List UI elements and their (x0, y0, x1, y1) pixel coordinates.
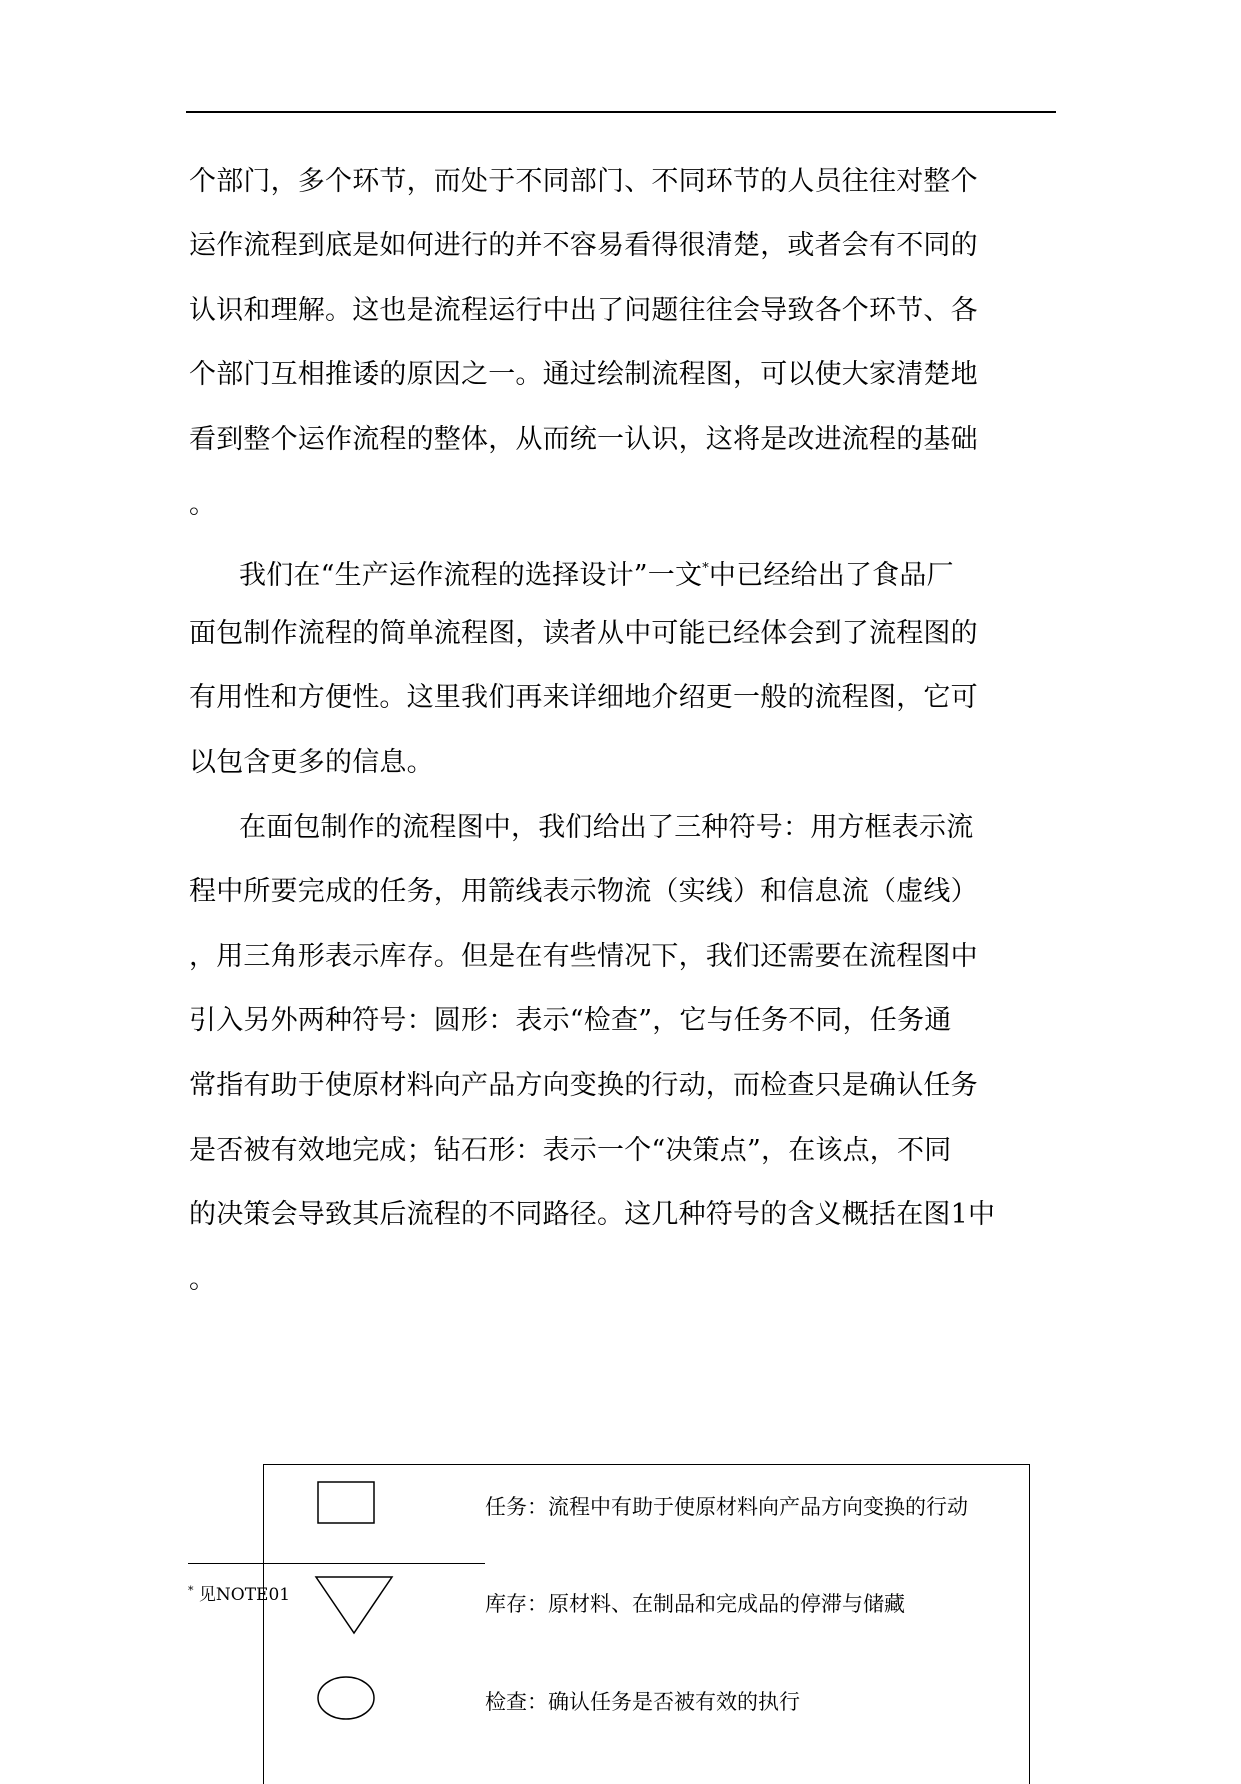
paragraph-line: 运作流程到底是如何进行的并不容易看得很清楚，或者会有不同的 (189, 230, 978, 261)
rectangle-icon (317, 1481, 377, 1526)
paragraph-line: 引入另外两种符号：圆形：表示“检查”，它与任务不同，任务通 (189, 1005, 952, 1036)
paragraph-line: 的决策会导致其后流程的不同路径。这几种符号的含义概括在图1中 (189, 1199, 996, 1230)
footnote-rule (188, 1563, 485, 1564)
legend-item-inspection: 检查：确认任务是否被有效的执行 (485, 1690, 800, 1714)
paragraph-line (239, 553, 954, 592)
ellipse-icon (315, 1674, 377, 1724)
legend-item-task: 任务：流程中有助于使原材料向产品方向变换的行动 (485, 1495, 968, 1519)
paragraph-line: 有用性和方便性。这里我们再来详细地介绍更一般的流程图，它可 (189, 682, 978, 713)
legend-item-inventory: 库存：原材料、在制品和完成品的停滞与储藏 (485, 1592, 905, 1616)
paragraph-line: 面包制作流程的简单流程图，读者从中可能已经体会到了流程图的 (189, 618, 978, 649)
paragraph-line: 是否被有效地完成；钻石形：表示一个“决策点”，在该点，不同 (189, 1135, 952, 1166)
footnote-mark: * (188, 1584, 194, 1597)
paragraph-line: ，用三角形表示库存。但是在有些情况下，我们还需要在流程图中 (189, 941, 978, 972)
paragraph-line: 认识和理解。这也是流程运行中出了问题往往会导致各个环节、各 (189, 295, 978, 326)
paragraph-line: 。 (189, 1264, 217, 1295)
paragraph-line: 常指有助于使原材料向产品方向变换的行动，而检查只是确认任务 (189, 1070, 978, 1101)
paragraph-line: 个部门互相推诿的原因之一。通过绘制流程图，可以使大家清楚地 (189, 359, 978, 390)
paragraph-line: 个部门，多个环节，而处于不同部门、不同环节的人员往往对整个 (189, 166, 978, 197)
triangle-icon (314, 1575, 396, 1637)
footnote-text: 见NOTE01 (198, 1585, 291, 1605)
paragraph-line: 。 (189, 489, 217, 520)
paragraph-text: 中已经给出了食品厂 (708, 560, 954, 591)
footnote (188, 1580, 290, 1606)
paragraph-line: 程中所要完成的任务，用箭线表示物流（实线）和信息流（虚线） (189, 876, 978, 907)
paragraph-line: 以包含更多的信息。 (189, 747, 434, 778)
paragraph-text: 我们在“生产运作流程的选择设计”一文 (239, 560, 703, 591)
header-rule (186, 111, 1056, 113)
paragraph-line: 看到整个运作流程的整体，从而统一认识，这将是改进流程的基础 (189, 424, 978, 455)
paragraph-line: 在面包制作的流程图中，我们给出了三种符号：用方框表示流 (239, 812, 974, 843)
footnote-reference[interactable]: * (702, 561, 709, 576)
